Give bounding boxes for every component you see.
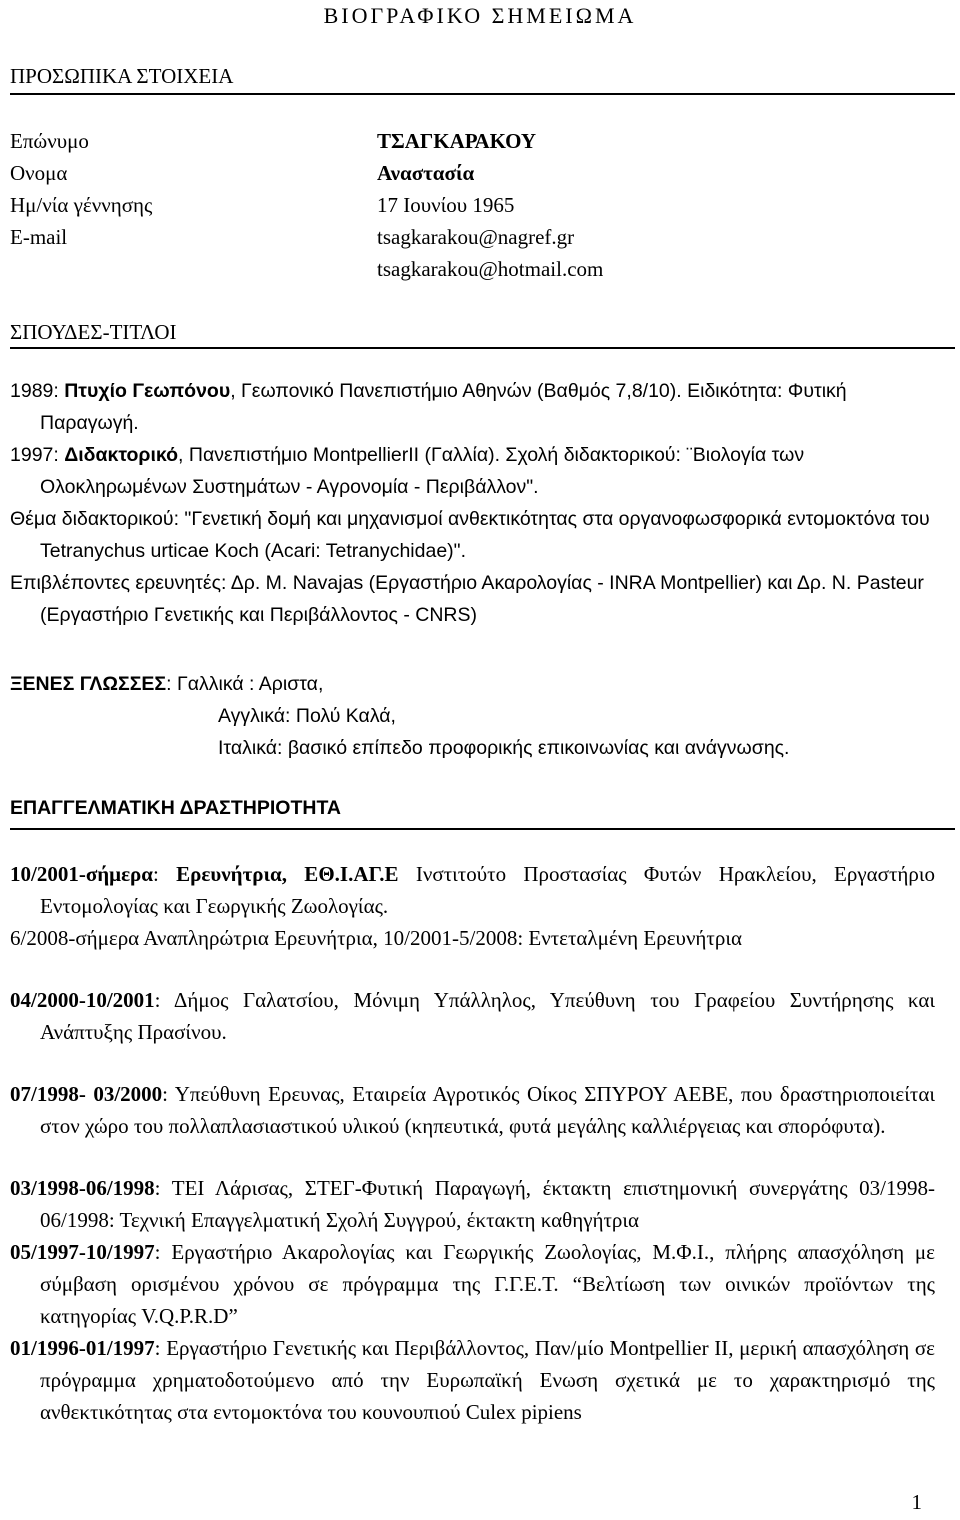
birthdate-label: Ημ/νία γέννησης — [10, 193, 153, 217]
personal-heading: ΠΡΟΣΩΠΙΚΑ ΣΤΟΙΧΕΙΑ — [10, 64, 234, 88]
surname-value: ΤΣΑΓΚΑΡΑΚΟΥ — [377, 129, 537, 153]
studies-rule — [10, 347, 955, 349]
career-entry-date: 10/2001-σήμερα — [10, 862, 154, 886]
career-entry-date: 07/1998- 03/2000 — [10, 1082, 163, 1106]
page-number: 1 — [911, 1490, 922, 1514]
email-value-2: tsagkarakou@hotmail.com — [377, 257, 604, 281]
email-label: E-mail — [10, 225, 68, 249]
degree-1 — [10, 375, 935, 439]
degree-1-year: 1989: — [10, 380, 65, 402]
name-value: Αναστασία — [377, 161, 475, 185]
personal-row — [10, 125, 950, 157]
languages-heading: ΞΕΝΕΣ ΓΛΩΣΣΕΣ — [10, 673, 167, 695]
career-entry-details: : Δήμος Γαλατσίου, Μόνιμη Υπάλληλος, Υπεύθυνη του Γραφείου Συντήρησης και Ανάπτυξης Πρασίνου. — [40, 988, 935, 1044]
language-item: Γαλλικά : Αριστα, — [176, 673, 324, 695]
career-entry-note: 6/2008-σήμερα Αναπληρώτρια Ερευνήτρια, 10/2001-5/2008: Εντεταλμένη Ερευνήτρια — [10, 926, 742, 950]
birthdate-value: 17 Ιουνίου 1965 — [377, 193, 515, 217]
studies-block — [10, 375, 935, 631]
career-entry-date: 04/2000-10/2001 — [10, 988, 155, 1012]
personal-row — [10, 189, 950, 221]
career-entry-date: 05/1997-10/1997 — [10, 1240, 155, 1264]
career-entry-sep: : — [153, 862, 177, 886]
career-entry-details: : Εργαστήριο Γενετικής και Περιβάλλοντος, Παν/μίο Montpellier II, μερική απασχόληση σε πρόγραμμα χρηματοδοτούμενο από την Ευρωπαϊκή Ενωση σχετικά με το χαρακτηρισμό της ανθεκτικότητας στα εντομοκτόνα του κουνουπιού Culex pipiens — [40, 1336, 935, 1424]
document-title: ΒΙΟΓΡΑΦΙΚΟ ΣΗΜΕΙΩΜΑ — [323, 3, 637, 28]
career-entry-details: Ινστιτούτο Προστασίας Φυτών Ηρακλείου, Εργαστήριο Εντομολογίας και Γεωργικής Ζωολογίας. — [40, 862, 936, 918]
thesis-topic: Θέμα διδακτορικού: "Γενετική δομή και μηχανισμοί ανθεκτικότητας στα οργανοφωσφορικά εντομοκτόνα του Tetranychus urticae Koch (Acari: Tetranychidae)". — [10, 508, 930, 562]
surname-label: Επώνυμο — [10, 129, 89, 153]
studies-heading: ΣΠΟΥΔΕΣ-ΤΙΤΛΟΙ — [10, 320, 177, 344]
personal-row — [10, 221, 950, 253]
degree-2-title: Διδακτορικό — [64, 444, 179, 466]
career-entry — [10, 858, 935, 922]
career-rule — [10, 828, 955, 830]
career-entry-date: 03/1998-06/1998 — [10, 1176, 155, 1200]
career-entry-details: : Υπεύθυνη Ερευνας, Εταιρεία Αγροτικός Οίκος ΣΠΥΡΟΥ ΑΕΒΕ, που δραστηριοποιείται στον χώρο του πολλαπλασιαστικού υλικού (κηπευτικά, φυτά μεγάλης καλλιέργειας και σπορόφυτα). — [40, 1082, 935, 1138]
personal-rule — [10, 93, 955, 95]
degree-1-details: , Γεωπονικό Πανεπιστήμιο Αθηνών (Βαθμός 7,8/10). Ειδικότητα: Φυτική Παραγωγή. — [40, 380, 847, 434]
personal-row — [10, 157, 950, 189]
career-entry-position: Ερευνήτρια, ΕΘ.Ι.ΑΓ.Ε — [176, 862, 399, 886]
career-entry-details: : Εργαστήριο Ακαρολογίας και Γεωργικής Ζωολογίας, Μ.Φ.Ι., πλήρης απασχόληση με σύμβαση ορισμένου χρόνου σε πρόγραμμα της Γ.Γ.Ε.Τ. “Βελτίωση των οινικών προϊόντων της κατηγορίας V.Q.P.R.D” — [40, 1240, 935, 1328]
email-value: tsagkarakou@nagref.gr — [377, 225, 575, 249]
degree-2 — [10, 439, 935, 503]
degree-2-year: 1997: — [10, 444, 65, 466]
name-label: Ονομα — [10, 161, 68, 185]
language-item: Ιταλικά: βασικό επίπεδο προφορικής επικοινωνίας και ανάγνωσης. — [218, 737, 790, 759]
supervisors: Επιβλέποντες ερευνητές: Δρ. Μ. Navajas (Εργαστήριο Ακαρολογίας - INRA Montpellier) και Δρ. Ν. Pasteur (Εργαστήριο Γενετικής και Περιβάλλοντος - CNRS) — [10, 572, 924, 626]
career-entry-details: : ΤΕΙ Λάρισας, ΣΤΕΓ-Φυτική Παραγωγή, έκτακτη επιστημονική συνεργάτης 03/1998-06/1998: Τεχνική Επαγγελματική Σχολή Συγγρού, έκτακτη καθηγήτρια — [40, 1176, 935, 1232]
language-item: Αγγλικά: Πολύ Καλά, — [218, 705, 396, 727]
career-entry — [10, 984, 935, 1048]
languages-block: ΞΕΝΕΣ ΓΛΩΣΣΕΣ: Γαλλικά : Αριστα, Αγγλικά: Πολύ Καλά, Ιταλικά: βασικό επίπεδο προφορικής επικοινωνίας και ανάγνωσης. — [10, 668, 935, 764]
career-entry — [10, 1236, 935, 1332]
career-entry — [10, 1172, 935, 1236]
career-block — [10, 858, 935, 1428]
degree-1-title: Πτυχίο Γεωπόνου — [64, 380, 231, 402]
degree-2-details: , Πανεπιστήμιο MontpellierII (Γαλλία). Σχολή διδακτορικού: ¨Βιολογία των Ολοκληρωμένων Συστημάτων - Αγρονομία - Περιβάλλον". — [40, 444, 805, 498]
personal-row — [10, 253, 950, 285]
career-entry — [10, 1078, 935, 1142]
career-entry-date: 01/1996-01/1997 — [10, 1336, 155, 1360]
career-heading: ΕΠΑΓΓΕΛΜΑΤΙΚΗ ΔΡΑΣΤΗΡΙΟΤΗΤΑ — [10, 797, 342, 819]
career-entry — [10, 1332, 935, 1428]
